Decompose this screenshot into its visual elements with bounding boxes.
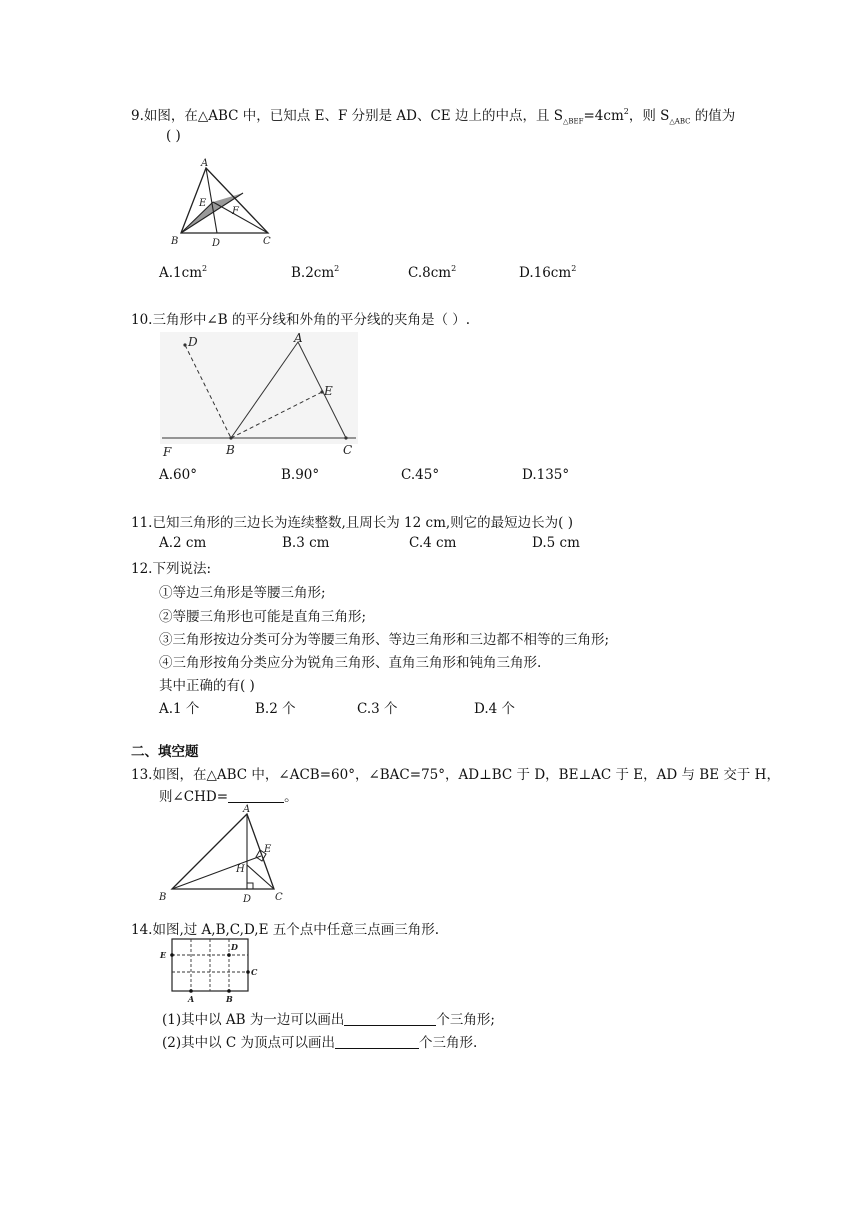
q12-item-1: ①等边三角形是等腰三角形; (159, 585, 326, 601)
q13-answer-line: 则∠CHD= 。 (159, 789, 298, 805)
q12-question: 其中正确的有( ) (159, 678, 255, 694)
q13-label-a: A (243, 804, 251, 815)
q14-sub-1: (1)其中以 AB 为一边可以画出 个三角形; (162, 1012, 495, 1028)
q12-item-4: ④三角形按角分类应分为锐角三角形、直角三角形和钝角三角形. (159, 655, 542, 671)
q9-option-a: $A.1cm^2$ (159, 264, 208, 281)
q11-option-a: A.2 cm (159, 535, 207, 551)
q10-label-a: A (294, 332, 303, 345)
section-2-heading: 二、填空题 (131, 744, 199, 760)
q9-option-c: $C.8cm^2$ (408, 264, 457, 281)
q13-stem: 13.如图，在△ABC 中，∠ACB=60°，∠BAC=75°，AD⊥BC 于 D，BE⊥AC 于 E，AD 与 BE 交于 H， (131, 767, 780, 783)
q14-label-d: D (231, 942, 238, 952)
q12-option-a: A.1 个 (159, 701, 200, 717)
q10-label-f: F (163, 445, 172, 459)
q10-option-b: B.90° (281, 467, 320, 483)
q13-blank[interactable] (228, 802, 284, 803)
q11-option-b: B.3 cm (282, 535, 330, 551)
q10-stem: 10.三角形中∠B 的平分线和外角的平分线的夹角是（ ）. (131, 312, 471, 328)
q14-stem: 14.如图,过 A,B,C,D,E 五个点中任意三点画三角形. (131, 922, 440, 938)
q12-item-3: ③三角形按边分类可分为等腰三角形、等边三角形和三边都不相等的三角形; (159, 632, 610, 648)
q10-label-c: C (343, 443, 353, 457)
q13-label-d: D (243, 894, 252, 905)
q9-label-b: B (171, 236, 179, 247)
q9-option-d: $D.16cm^2$ (519, 264, 577, 281)
q14-label-b: B (226, 994, 233, 1004)
q10-label-b: B (226, 443, 235, 457)
q13-figure (157, 804, 285, 906)
q9-label-f: F (232, 206, 239, 217)
q10-figure (160, 332, 360, 460)
q10-option-d: D.135° (522, 467, 570, 483)
q13-label-e: E (264, 844, 272, 855)
q12-item-2: ②等腰三角形也可能是直角三角形; (159, 609, 367, 625)
q10-option-a: A.60° (159, 467, 197, 483)
q14-label-e: E (160, 950, 167, 960)
q9-label-a: A (201, 158, 209, 169)
q14-label-c: C (251, 967, 258, 977)
q13-label-b: B (159, 892, 167, 903)
q12-stem: 12.下列说法: (131, 561, 212, 577)
q10-option-c: C.45° (401, 467, 440, 483)
q14-blank-2[interactable] (335, 1048, 419, 1049)
q11-stem: 11.已知三角形的三边长为连续整数,且周长为 12 cm,则它的最短边长为( ) (131, 515, 573, 531)
q14-figure (157, 936, 267, 1004)
q9-option-b: $B.2cm^2$ (291, 264, 340, 281)
q12-option-c: C.3 个 (357, 701, 398, 717)
q14-blank-1[interactable] (344, 1025, 436, 1026)
q10-label-d: D (188, 335, 198, 349)
q9-stem: 9.如图，在△ABC 中，已知点 E、F 分别是 AD、CE 边上的中点，且 $S_{\triangle BEF}=4cm^2$，则 $S_{\triangle ABC}$ 的值为 (131, 107, 736, 126)
q9-label-e: E (199, 198, 207, 209)
q11-option-d: D.5 cm (532, 535, 580, 551)
q10-label-e: E (324, 384, 333, 398)
q12-option-d: D.4 个 (474, 701, 516, 717)
q13-label-c: C (275, 892, 283, 903)
q11-option-c: C.4 cm (409, 535, 457, 551)
q9-answer-paren: ( ) (166, 128, 181, 144)
q14-label-a: A (188, 994, 195, 1004)
q9-figure (165, 156, 277, 248)
q9-label-d: D (212, 238, 221, 248)
q12-option-b: B.2 个 (255, 701, 296, 717)
q9-label-c: C (263, 236, 271, 247)
q14-sub-2: (2)其中以 C 为顶点可以画出 个三角形. (162, 1035, 478, 1051)
q13-label-h: H (236, 864, 245, 875)
